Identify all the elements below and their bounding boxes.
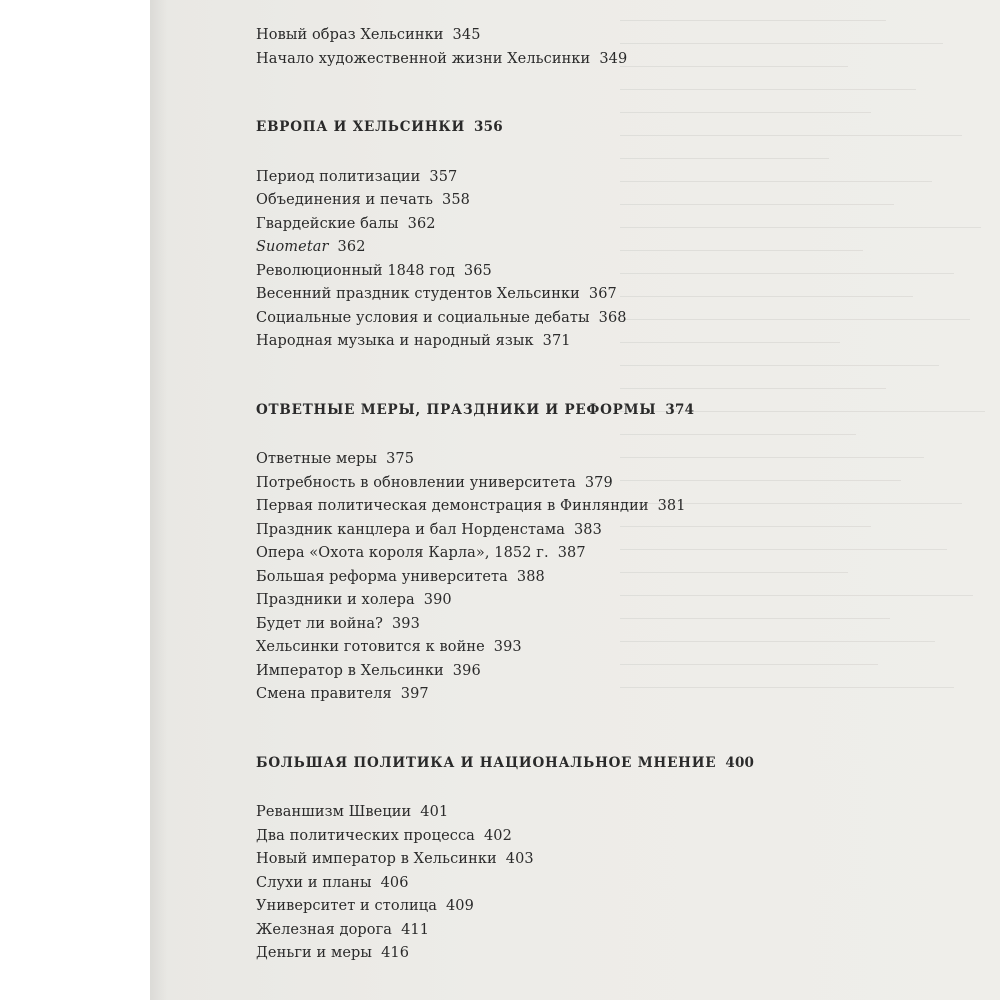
toc-entry-title: Социальные условия и социальные дебаты bbox=[256, 309, 590, 326]
toc-entry bbox=[256, 683, 976, 707]
toc-entry-page: 402 bbox=[483, 827, 512, 844]
toc-entry bbox=[256, 307, 976, 331]
toc-entry-title: Будет ли война? bbox=[256, 615, 383, 632]
toc-entry bbox=[256, 236, 976, 260]
toc-entry-title: Гвардейские балы bbox=[256, 215, 399, 232]
toc-entry-page: 387 bbox=[557, 545, 586, 561]
toc-entry bbox=[256, 872, 976, 896]
toc-entry-title: Период политизации bbox=[256, 168, 421, 185]
toc-entry bbox=[256, 448, 976, 472]
section-heading-page: 400 bbox=[725, 754, 755, 771]
toc-entry-title: Начало художественной жизни Хельсинки bbox=[256, 50, 591, 67]
toc-entry bbox=[256, 283, 976, 307]
toc-entry-page: 362 bbox=[407, 215, 436, 232]
toc-entry-page: 367 bbox=[588, 286, 617, 302]
toc-entry bbox=[256, 825, 976, 849]
toc-entry-page: 397 bbox=[400, 686, 429, 702]
toc-entry bbox=[256, 660, 976, 684]
toc-entry-page: 368 bbox=[598, 309, 627, 326]
toc-entry bbox=[256, 613, 976, 637]
toc-entry-page: 416 bbox=[381, 945, 410, 961]
toc-entry-title: Два политических процесса bbox=[256, 827, 475, 844]
toc-entry-title: Смена правителя bbox=[256, 686, 392, 702]
toc-entry-title: Университет и столица bbox=[256, 898, 437, 914]
toc-entry bbox=[256, 919, 976, 943]
toc-entry-title: Слухи и планы bbox=[256, 874, 372, 891]
toc-entry bbox=[256, 495, 976, 519]
toc-entry-title: Новый образ Хельсинки bbox=[256, 27, 444, 43]
toc-entry bbox=[256, 636, 976, 660]
toc-entry-page: 396 bbox=[452, 662, 481, 679]
toc-entry bbox=[256, 166, 976, 190]
toc-entry-title: Большая реформа университета bbox=[256, 568, 508, 585]
toc-entry-page: 357 bbox=[429, 168, 458, 185]
toc-entry-page: 390 bbox=[423, 592, 452, 608]
toc-entry-title: Революционный 1848 год bbox=[256, 262, 455, 279]
toc-entry bbox=[256, 542, 976, 566]
toc-entry bbox=[256, 895, 976, 919]
table-of-contents bbox=[256, 24, 976, 966]
toc-entry-title: Новый император в Хельсинки bbox=[256, 851, 497, 867]
toc-entry bbox=[256, 589, 976, 613]
toc-entry bbox=[256, 848, 976, 872]
toc-entry-title: Праздник канцлера и бал Норденстама bbox=[256, 521, 565, 538]
toc-entry-title: Народная музыка и народный язык bbox=[256, 333, 534, 349]
section-heading-page: 356 bbox=[474, 119, 503, 135]
section-heading bbox=[256, 116, 976, 140]
toc-entry bbox=[256, 801, 976, 825]
toc-entry-page: 383 bbox=[573, 521, 602, 538]
toc-entry-page: 358 bbox=[442, 192, 470, 208]
toc-entry-page: 401 bbox=[420, 804, 449, 820]
toc-entry bbox=[256, 48, 976, 72]
toc-entry-page: 349 bbox=[599, 50, 628, 67]
toc-entry-page: 381 bbox=[657, 498, 686, 514]
toc-entry bbox=[256, 942, 976, 966]
toc-entry-title: Первая политическая демонстрация в Финляндии bbox=[256, 498, 649, 514]
toc-entry-page: 393 bbox=[493, 639, 522, 655]
toc-entry bbox=[256, 213, 976, 237]
toc-entry-page: 379 bbox=[584, 474, 613, 491]
toc-entry-title: Хельсинки готовится к войне bbox=[256, 639, 485, 655]
toc-entry bbox=[256, 260, 976, 284]
section-heading-title: ОТВЕТНЫЕ МЕРЫ, ПРАЗДНИКИ И РЕФОРМЫ bbox=[256, 401, 657, 418]
toc-entry-page: 409 bbox=[445, 898, 474, 914]
toc-entry-title: Ответные меры bbox=[256, 451, 378, 467]
toc-entry-page: 375 bbox=[386, 451, 415, 467]
toc-entry-title: Император в Хельсинки bbox=[256, 662, 444, 679]
section-heading-page: 374 bbox=[665, 401, 695, 418]
toc-entry bbox=[256, 472, 976, 496]
toc-entry-page: 411 bbox=[401, 921, 430, 938]
toc-entry-page: 393 bbox=[391, 615, 420, 632]
toc-entry-title: Деньги и меры bbox=[256, 945, 373, 961]
toc-entry bbox=[256, 189, 976, 213]
section-heading bbox=[256, 752, 976, 776]
toc-entry-page: 403 bbox=[505, 851, 534, 867]
section-heading-title: ЕВРОПА И ХЕЛЬСИНКИ bbox=[256, 119, 466, 135]
toc-entry-page: 371 bbox=[542, 333, 571, 349]
toc-entry-title: Suometar bbox=[256, 239, 329, 255]
toc-entry-title: Объединения и печать bbox=[256, 192, 434, 208]
toc-entry-page: 406 bbox=[380, 874, 409, 891]
book-page bbox=[150, 0, 1000, 1000]
toc-entry bbox=[256, 566, 976, 590]
toc-entry-page: 345 bbox=[452, 27, 481, 43]
toc-entry-title: Потребность в обновлении университета bbox=[256, 474, 576, 491]
toc-entry-page: 365 bbox=[463, 262, 492, 279]
toc-entry-page: 362 bbox=[337, 239, 366, 255]
toc-entry-title: Железная дорога bbox=[256, 921, 393, 938]
toc-entry bbox=[256, 519, 976, 543]
section-heading bbox=[256, 399, 976, 423]
toc-entry-page: 388 bbox=[516, 568, 545, 585]
toc-entry bbox=[256, 24, 976, 48]
section-heading-title: БОЛЬШАЯ ПОЛИТИКА И НАЦИОНАЛЬНОЕ МНЕНИЕ bbox=[256, 754, 717, 771]
toc-entry-title: Опера «Охота короля Карла», 1852 г. bbox=[256, 545, 549, 561]
toc-entry-title: Весенний праздник студентов Хельсинки bbox=[256, 286, 580, 302]
toc-entry bbox=[256, 330, 976, 354]
toc-entry-title: Реваншизм Швеции bbox=[256, 804, 412, 820]
toc-entry-title: Праздники и холера bbox=[256, 592, 415, 608]
